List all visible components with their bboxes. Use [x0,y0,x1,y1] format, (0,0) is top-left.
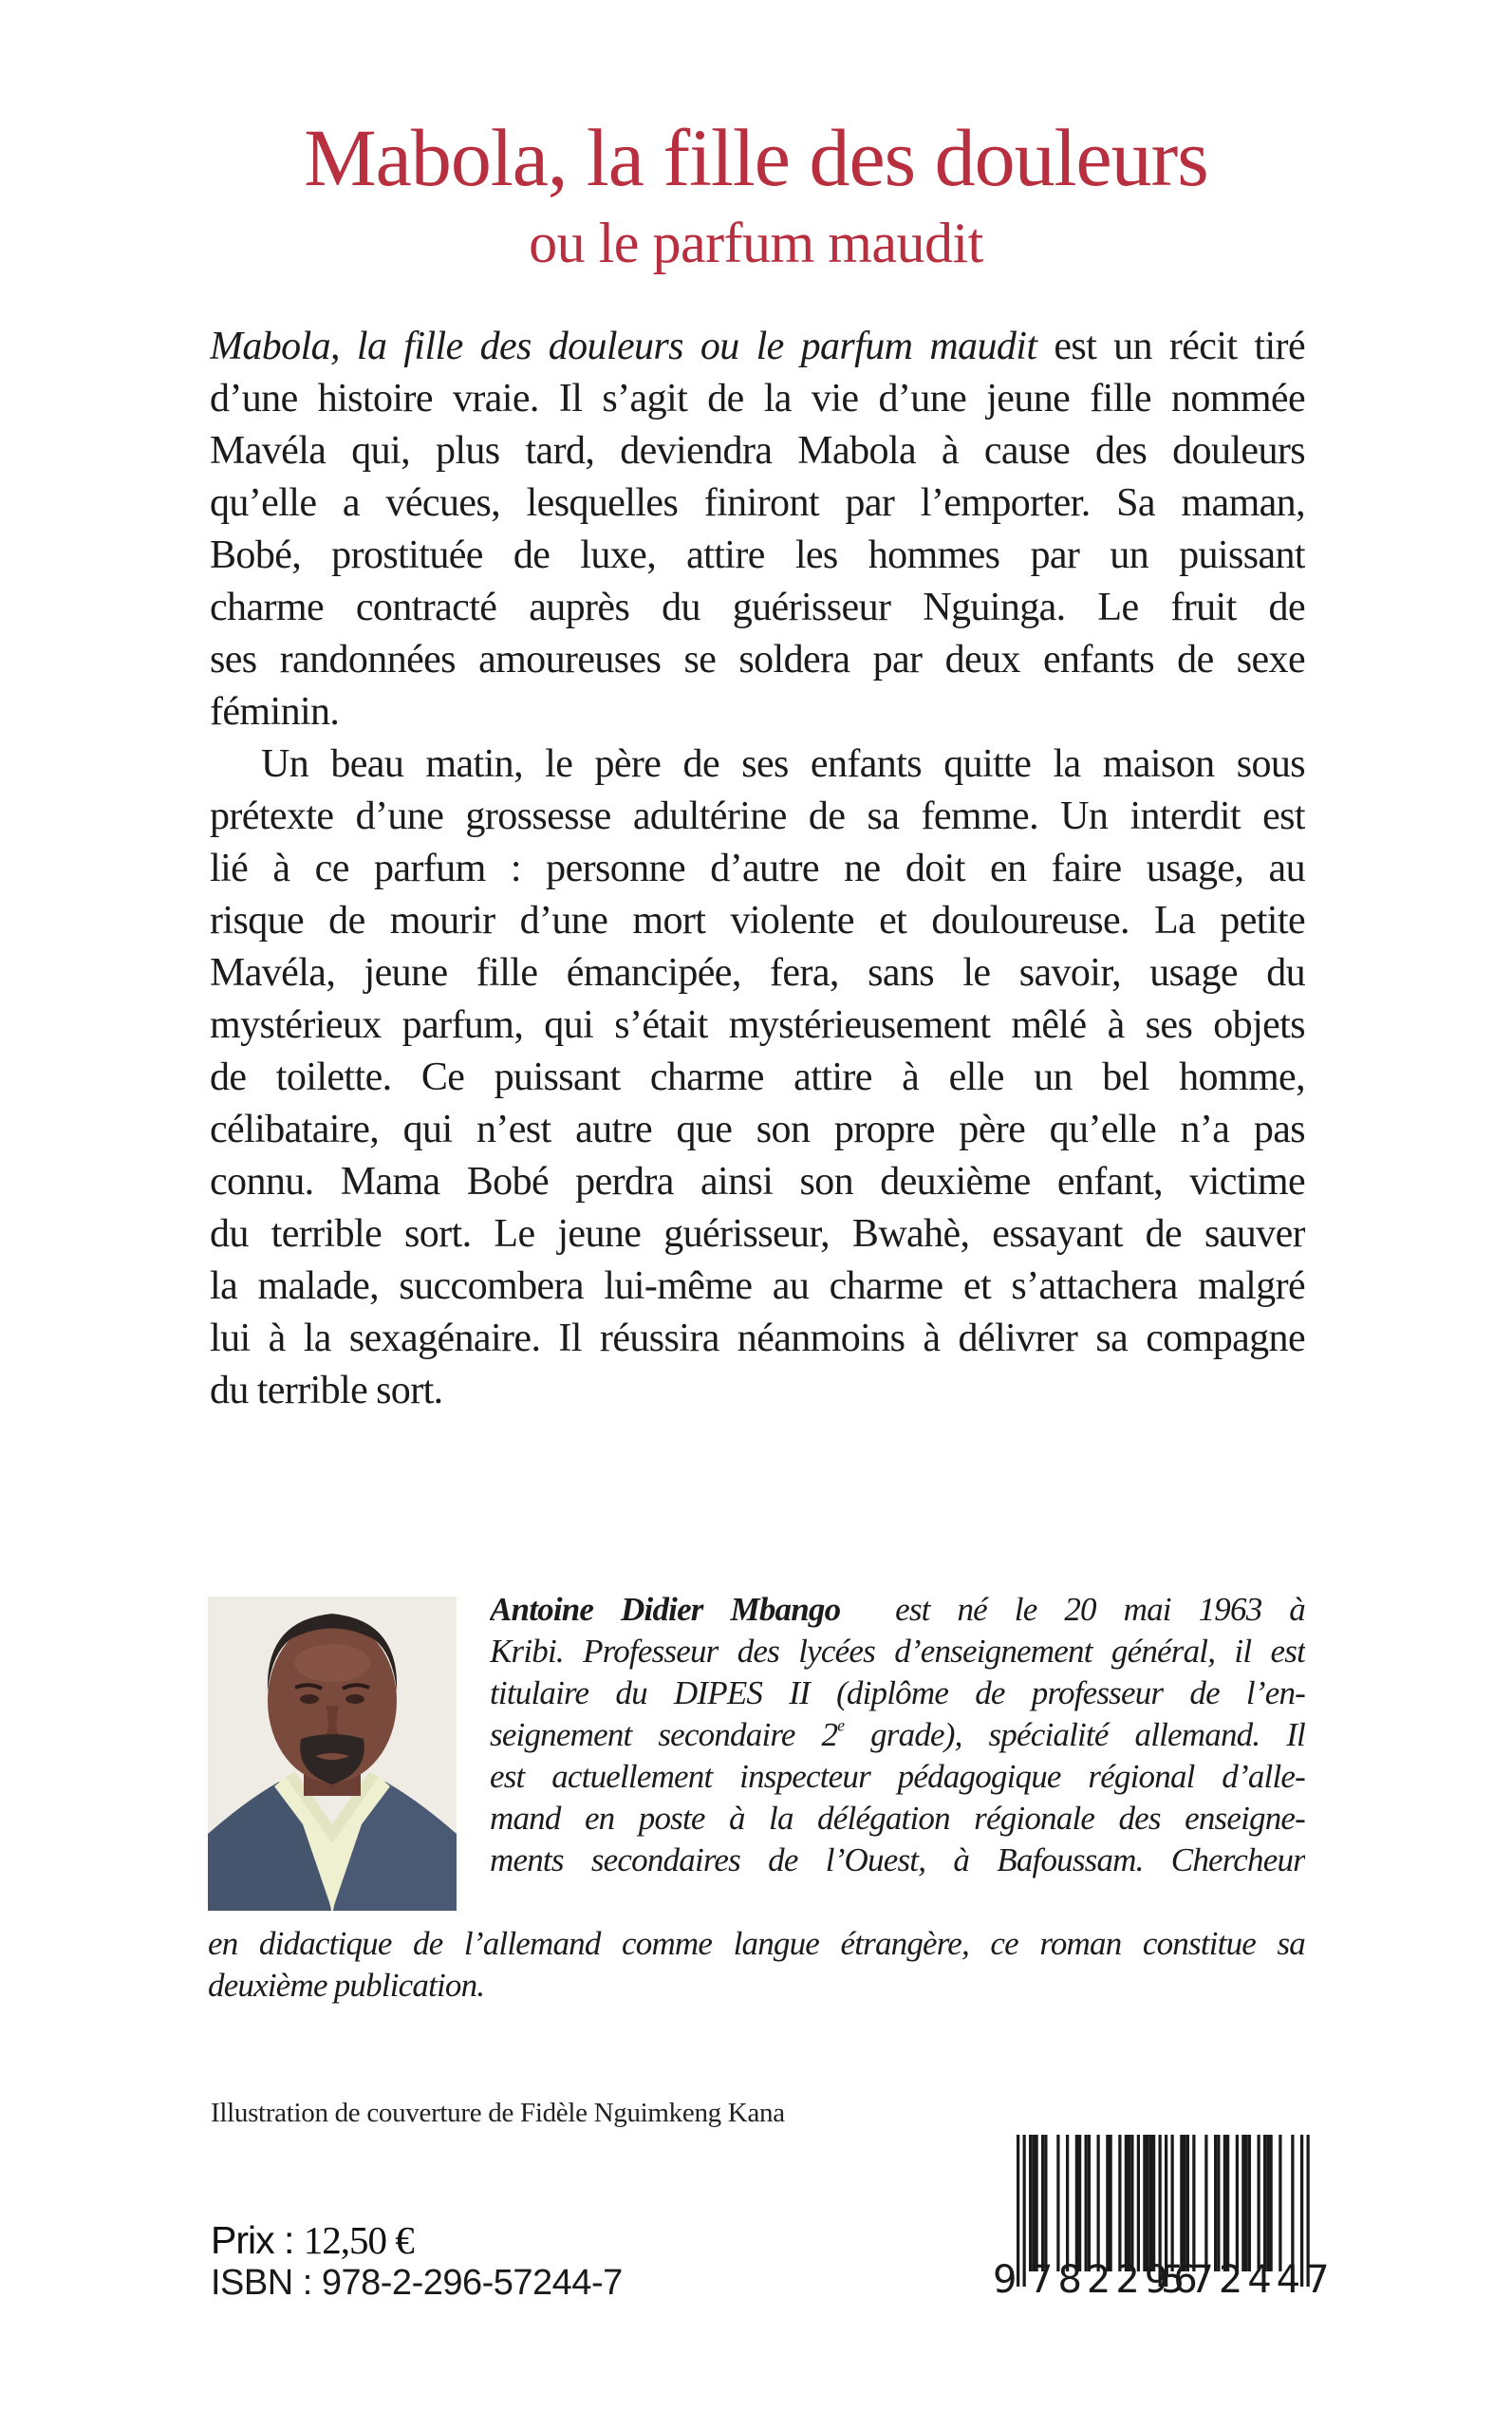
synopsis-line: de toilette. Ce puissant charme attire à elle un bel homme, [210,1056,1305,1099]
synopsis-line: risque de mourir d’une mort violente et douloureuse. La petite [210,899,1305,943]
synopsis-line: Un beau matin, le père de ses enfants quitte la maison sous [261,742,1305,786]
portrait-illustration [208,1597,457,1911]
bio-line: deuxième publication. [208,1967,485,2004]
author-name: Antoine Didier Mbango [490,1591,841,1628]
synopsis-line: ses randonnées amoureuses se soldera par deux enfants de sexe [210,638,1305,682]
synopsis-line: prétexte d’une grossesse adultérine de sa femme. Un interdit est [210,794,1305,838]
synopsis-line: lui à la sexagénaire. Il réussira néanmoins à délivrer sa compagne [210,1317,1305,1360]
bio-line: en didactique de l’allemand comme langue étrangère, ce roman constitue sa [208,1925,1305,1962]
synopsis-line: Bobé, prostituée de luxe, attire les hommes par un puissant [210,533,1305,577]
synopsis-line: Mavéla qui, plus tard, deviendra Mabola à cause des douleurs [210,429,1305,473]
bio-line: est actuellement inspecteur pédagogique régional d’alle- [490,1758,1305,1795]
author-bio-continued [208,1923,1305,2007]
synopsis-line: qu’elle a vécues, lesquelles finiront par l’emporter. Sa maman, [210,481,1305,525]
synopsis-line: du terrible sort. [210,1369,443,1412]
ean13-barcode [987,2132,1335,2303]
bio-line: ments secondaires de l’Ouest, à Bafoussam. Chercheur [490,1841,1305,1878]
bio-line: Kribi. Professeur des lycées d’enseignement général, il est [490,1633,1305,1670]
synopsis-line: charme contracté auprès du guérisseur Nguinga. Le fruit de [210,586,1305,629]
isbn [211,2264,623,2302]
barcode-digits [987,2258,1335,2302]
price-value: 12,50 € [303,2218,414,2262]
synopsis-line: d’une histoire vraie. Il s’agit de la vie d’une jeune fille nommée [210,377,1305,420]
synopsis-italic-title: Mabola, la fille des douleurs ou le parfum maudit [210,325,1037,368]
bio-line: titulaire du DIPES II (diplôme de professeur de l’en- [490,1674,1305,1711]
synopsis-line: lié à ce parfum : personne d’autre ne doit en faire usage, au [210,847,1305,890]
isbn-value: 978-2-296-57244-7 [321,2263,623,2303]
book-subtitle: ou le parfum maudit [529,212,983,274]
synopsis-line: célibataire, qui n’est autre que son propre père qu’elle n’a pas [210,1108,1305,1151]
barcode-digits-right: 572447 [1161,2258,1335,2302]
bio-line: mand en poste à la délégation régionale des enseigne- [490,1800,1305,1837]
bio-line: seignement secondaire 2e grade), spécialité allemand. Il [490,1715,1305,1753]
book-title: Mabola, la fille des douleurs [304,112,1208,203]
synopsis [210,321,1305,1417]
synopsis-line: la malade, succombera lui-même au charme et s’attachera malgré [210,1264,1305,1308]
illustration-credit: Illustration de couverture de Fidèle Nguimkeng Kana [211,2098,785,2128]
price-label: Prix : [211,2218,304,2262]
synopsis-line: Mabola, la fille des douleurs ou le parfum maudit est un récit tiré [210,325,1305,368]
synopsis-line: mystérieux parfum, qui s’était mystérieusement mêlé à ses objets [210,1003,1305,1047]
superscript: e [837,1715,845,1735]
synopsis-line: féminin. [210,690,340,734]
author-photo [208,1597,457,1911]
barcode-digits-left: 782296 [1029,2258,1203,2302]
synopsis-line: du terrible sort. Le jeune guérisseur, Bwahè, essayant de sauver [210,1212,1305,1256]
isbn-label: ISBN : [211,2263,322,2303]
price [211,2218,414,2262]
barcode-digit-lead: 9 [993,2258,1017,2302]
bio-line: Antoine Didier Mbango est né le 20 mai 1963 à [490,1591,1305,1628]
synopsis-line: Mavéla, jeune fille émancipée, fera, sans le savoir, usage du [210,951,1305,995]
synopsis-line: connu. Mama Bobé perdra ainsi son deuxième enfant, victime [210,1160,1305,1204]
author-bio [490,1589,1305,1881]
